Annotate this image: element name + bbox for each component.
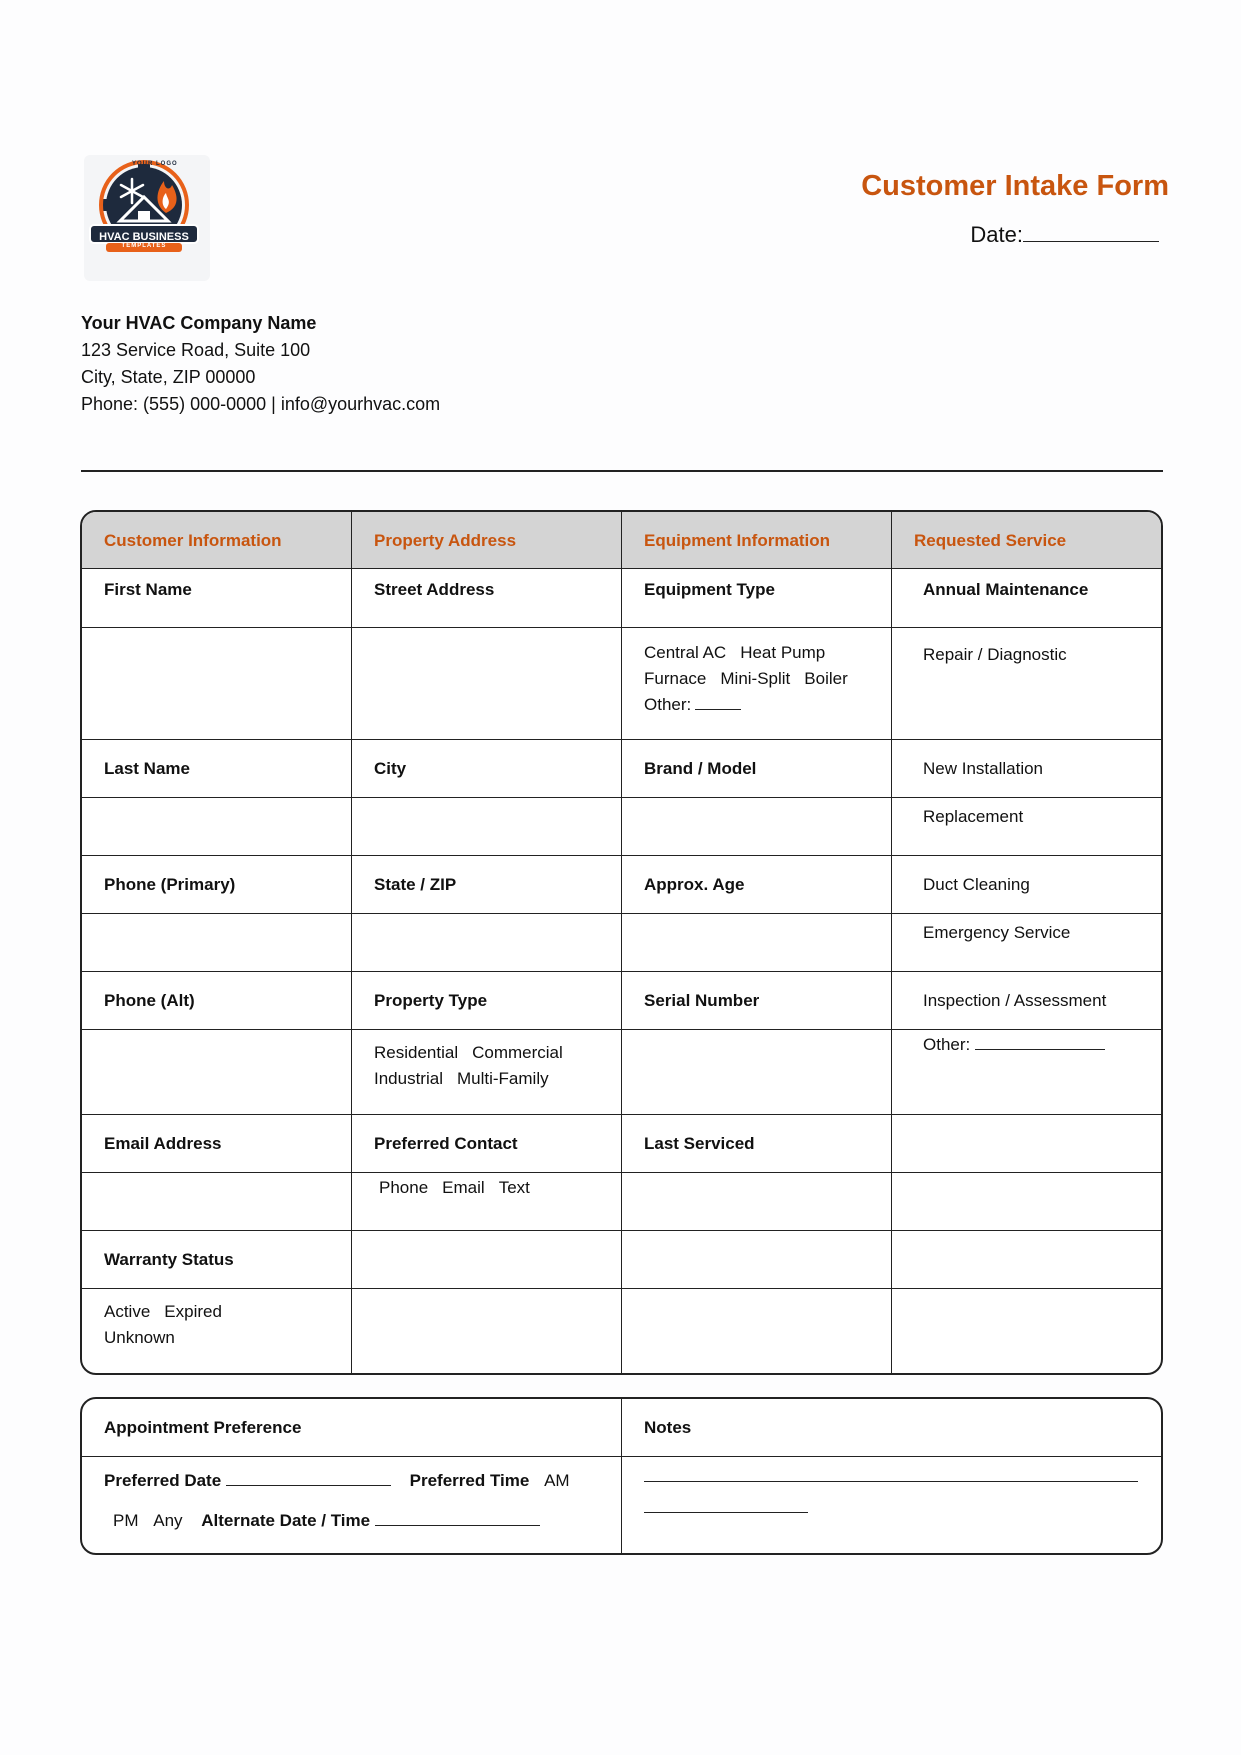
label-first-name: First Name	[82, 569, 352, 628]
service-other-blank[interactable]	[975, 1049, 1105, 1050]
label-city: City	[352, 740, 622, 798]
empty-cell	[892, 1231, 1161, 1289]
option-heat-pump[interactable]: Heat Pump	[740, 643, 826, 662]
company-address: 123 Service Road, Suite 100	[81, 340, 311, 360]
empty-cell	[352, 1231, 622, 1289]
option-boiler[interactable]: Boiler	[804, 669, 848, 688]
label-phone-alt: Phone (Alt)	[82, 972, 352, 1030]
input-street-address[interactable]	[352, 628, 622, 740]
label-phone-primary: Phone (Primary)	[82, 856, 352, 914]
option-other-blank[interactable]	[695, 709, 741, 710]
empty-cell	[622, 1289, 892, 1373]
label-last-name: Last Name	[82, 740, 352, 798]
company-contact: Phone: (555) 000-0000 | info@yourhvac.com	[81, 394, 441, 414]
service-emergency[interactable]: Emergency Service	[892, 914, 1161, 972]
logo-sub-text: TEMPLATES	[121, 243, 167, 249]
input-email[interactable]	[82, 1173, 352, 1231]
date-label: Date:	[970, 222, 1023, 247]
label-brand-model: Brand / Model	[622, 740, 892, 798]
preferred-date-blank[interactable]	[226, 1485, 391, 1486]
option-email[interactable]: Email	[442, 1178, 485, 1197]
alternate-date-blank[interactable]	[375, 1525, 540, 1526]
service-annual-maintenance[interactable]: Annual Maintenance	[892, 569, 1161, 628]
input-approx-age[interactable]	[622, 914, 892, 972]
option-residential[interactable]: Residential	[374, 1043, 459, 1062]
label-warranty-status: Warranty Status	[82, 1231, 352, 1289]
option-text[interactable]: Text	[498, 1178, 530, 1197]
option-central-ac[interactable]: Central AC	[644, 643, 727, 662]
empty-cell	[892, 1115, 1161, 1173]
label-email: Email Address	[82, 1115, 352, 1173]
input-phone-primary[interactable]	[82, 914, 352, 972]
preferred-contact-options	[352, 1173, 622, 1231]
form-title: Customer Intake Form	[861, 170, 1169, 202]
option-multi-family[interactable]: Multi-Family	[456, 1069, 549, 1088]
empty-cell	[892, 1173, 1161, 1231]
option-furnace[interactable]: Furnace	[644, 669, 707, 688]
date-field[interactable]	[970, 222, 1159, 248]
input-state-zip[interactable]	[352, 914, 622, 972]
label-preferred-contact: Preferred Contact	[352, 1115, 622, 1173]
hvac-logo-icon	[84, 155, 210, 281]
company-logo	[84, 155, 210, 281]
notes-area[interactable]	[622, 1457, 1161, 1553]
label-state-zip: State / ZIP	[352, 856, 622, 914]
service-new-installation[interactable]: New Installation	[892, 740, 1161, 798]
input-city[interactable]	[352, 798, 622, 856]
label-property-type: Property Type	[352, 972, 622, 1030]
warranty-options	[82, 1289, 352, 1373]
company-block	[81, 310, 440, 418]
service-duct-cleaning[interactable]: Duct Cleaning	[892, 856, 1161, 914]
equipment-type-options	[622, 628, 892, 740]
option-expired[interactable]: Expired	[164, 1302, 222, 1321]
header-customer-info: Customer Information	[82, 512, 352, 569]
header-property-address: Property Address	[352, 512, 622, 569]
option-phone[interactable]: Phone	[379, 1178, 429, 1197]
option-mini-split[interactable]: Mini-Split	[720, 669, 791, 688]
appointment-fields	[82, 1457, 622, 1553]
service-replacement[interactable]: Replacement	[892, 798, 1161, 856]
appointment-title: Appointment Preference	[82, 1399, 622, 1457]
empty-cell	[352, 1289, 622, 1373]
service-other	[892, 1030, 1161, 1115]
option-industrial[interactable]: Industrial	[374, 1069, 443, 1088]
input-serial-number[interactable]	[622, 1030, 892, 1115]
input-brand-model[interactable]	[622, 798, 892, 856]
empty-cell	[892, 1289, 1161, 1373]
option-commercial[interactable]: Commercial	[472, 1043, 563, 1062]
divider	[81, 470, 1163, 472]
label-last-serviced: Last Serviced	[622, 1115, 892, 1173]
option-any[interactable]: Any	[153, 1511, 183, 1530]
company-name: Your HVAC Company Name	[81, 313, 317, 333]
service-repair-diagnostic[interactable]: Repair / Diagnostic	[892, 628, 1161, 740]
notes-title: Notes	[622, 1399, 1161, 1457]
notes-line-1[interactable]	[644, 1461, 1138, 1482]
label-equipment-type: Equipment Type	[622, 569, 892, 628]
preferred-time-label: Preferred Time	[409, 1471, 530, 1490]
input-phone-alt[interactable]	[82, 1030, 352, 1115]
input-first-name[interactable]	[82, 628, 352, 740]
label-approx-age: Approx. Age	[622, 856, 892, 914]
option-am[interactable]: AM	[544, 1471, 570, 1490]
option-unknown[interactable]: Unknown	[104, 1328, 175, 1347]
intake-table	[80, 510, 1163, 1375]
service-other-label: Other:	[923, 1035, 971, 1054]
header-requested-service: Requested Service	[892, 512, 1161, 569]
logo-main-text: HVAC BUSINESS	[99, 231, 189, 243]
appointment-table	[80, 1397, 1163, 1555]
input-last-serviced[interactable]	[622, 1173, 892, 1231]
property-type-options	[352, 1030, 622, 1115]
option-other-label: Other:	[644, 695, 692, 714]
empty-cell	[622, 1231, 892, 1289]
alternate-date-label: Alternate Date / Time	[201, 1511, 371, 1530]
header-equipment-info: Equipment Information	[622, 512, 892, 569]
preferred-date-label: Preferred Date	[104, 1471, 222, 1490]
service-inspection[interactable]: Inspection / Assessment	[892, 972, 1161, 1030]
label-serial-number: Serial Number	[622, 972, 892, 1030]
notes-line-2[interactable]	[644, 1482, 808, 1513]
date-blank[interactable]	[1023, 241, 1159, 242]
option-pm[interactable]: PM	[113, 1511, 139, 1530]
company-city: City, State, ZIP 00000	[81, 367, 256, 387]
logo-ring-text: YOUR LOGO	[132, 161, 178, 167]
label-street-address: Street Address	[352, 569, 622, 628]
input-last-name[interactable]	[82, 798, 352, 856]
option-active[interactable]: Active	[104, 1302, 151, 1321]
